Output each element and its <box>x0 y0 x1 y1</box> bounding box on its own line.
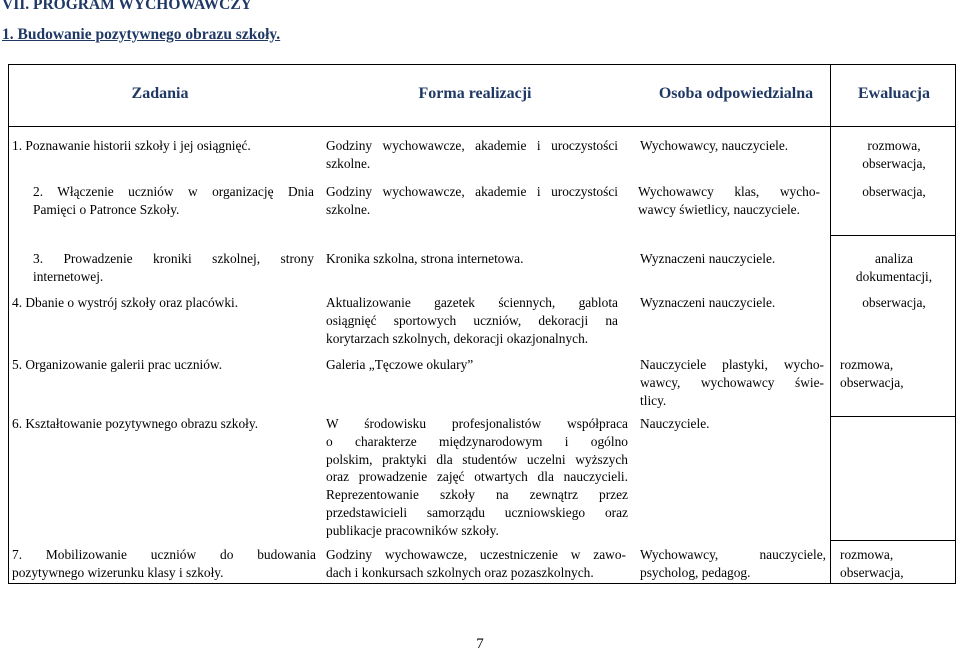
table-row-task: 5. Organizowanie galerii prac uczniów. <box>12 357 223 372</box>
table-row-task: 1. Poznawanie historii szkoły i jej osiągnięć. <box>12 138 251 153</box>
table-row-task: 7. Mobilizowanie uczniów do budowania pozytywnego wizerunku klasy i szkoły. <box>12 547 316 580</box>
table-bottom-border <box>8 583 956 584</box>
column-divider <box>830 64 831 584</box>
column-header-form: Forma realizacji <box>418 85 532 102</box>
table-top-border <box>8 64 956 65</box>
column-header-evaluation: Ewaluacja <box>858 85 930 102</box>
table-row-person: Wyznaczeni nauczyciele. <box>640 295 776 310</box>
table-row-form: Kronika szkolna, strona internetowa. <box>326 251 524 266</box>
table-row-evaluation: obserwacja, <box>862 295 926 310</box>
page-number: 7 <box>476 636 484 652</box>
table-row-person: Wychowawcy klas, wycho- wawcy świetlicy, nauczyciele. <box>638 184 820 217</box>
column-header-tasks: Zadania <box>131 85 189 102</box>
section-title: VII. PROGRAM WYCHOWAWCZY <box>2 0 252 13</box>
table-row-evaluation: rozmowa, obserwacja, <box>840 547 904 580</box>
table-row-form: Godziny wychowawcze, akademie i uroczystości szkolne. <box>326 184 618 217</box>
table-row-person: Wychowawcy, nauczyciele. <box>640 138 789 153</box>
table-row-person: Wyznaczeni nauczyciele. <box>640 251 776 266</box>
table-row-form: Godziny wychowawcze, akademie i uroczystości szkolne. <box>326 138 618 171</box>
table-row-person: Nauczyciele. <box>640 416 710 431</box>
table-row-task: 2. Włączenie uczniów w organizację Dnia Pamięci o Patronce Szkoły. <box>33 184 314 217</box>
table-row-evaluation: rozmowa, obserwacja, <box>840 357 904 390</box>
table-row-form: W środowisku profesjonalistów współpraca o charakterze międzynarodowym i ogólno polskim, praktyki dla studentów uczelni wyższych oraz prowadzenie zajęć otwartych dla nauczycieli. Reprezentowanie szkoły na zewnątrz przez przedstawicieli samorządu uczniowskiego oraz publikacje pracowników szkoły. <box>326 416 628 538</box>
column-header-person: Osoba odpowiedzialna <box>658 85 814 102</box>
table-row-person: Wychowawcy, nauczyciele, psycholog, pedagog. <box>640 547 826 580</box>
table-row-task: 6. Kształtowanie pozytywnego obrazu szkoły. <box>12 416 259 431</box>
table-right-border <box>955 64 956 584</box>
eval-row-border <box>830 416 956 417</box>
table-left-border <box>8 64 9 584</box>
eval-row-border <box>830 540 956 541</box>
table-row-evaluation: obserwacja, <box>862 184 926 199</box>
header-bottom-border <box>8 126 956 127</box>
table-row-form: Galeria „Tęczowe okulary” <box>326 357 474 372</box>
table-row-form: Aktualizowanie gazetek ściennych, gablota osiągnięć sportowych uczniów, dekoracji na korytarzach szkolnych, dekoracji okazjonalnych. <box>326 295 618 346</box>
table-row-evaluation: rozmowa, obserwacja, <box>862 138 926 171</box>
table-row-task: 3. Prowadzenie kroniki szkolnej, strony internetowej. <box>33 251 314 284</box>
table-row-form: Godziny wychowawcze, uczestniczenie w zawo- dach i konkursach szkolnych oraz pozaszkolnych. <box>326 547 626 580</box>
eval-row-border <box>830 235 956 236</box>
table-row-person: Nauczyciele plastyki, wycho- wawcy, wychowawcy świe- tlicy. <box>640 357 824 408</box>
subsection-title: 1. Budowanie pozytywnego obrazu szkoły. <box>2 26 281 43</box>
table-row-evaluation: analiza dokumentacji, <box>855 251 933 284</box>
table-row-task: 4. Dbanie o wystrój szkoły oraz placówki. <box>12 295 239 310</box>
